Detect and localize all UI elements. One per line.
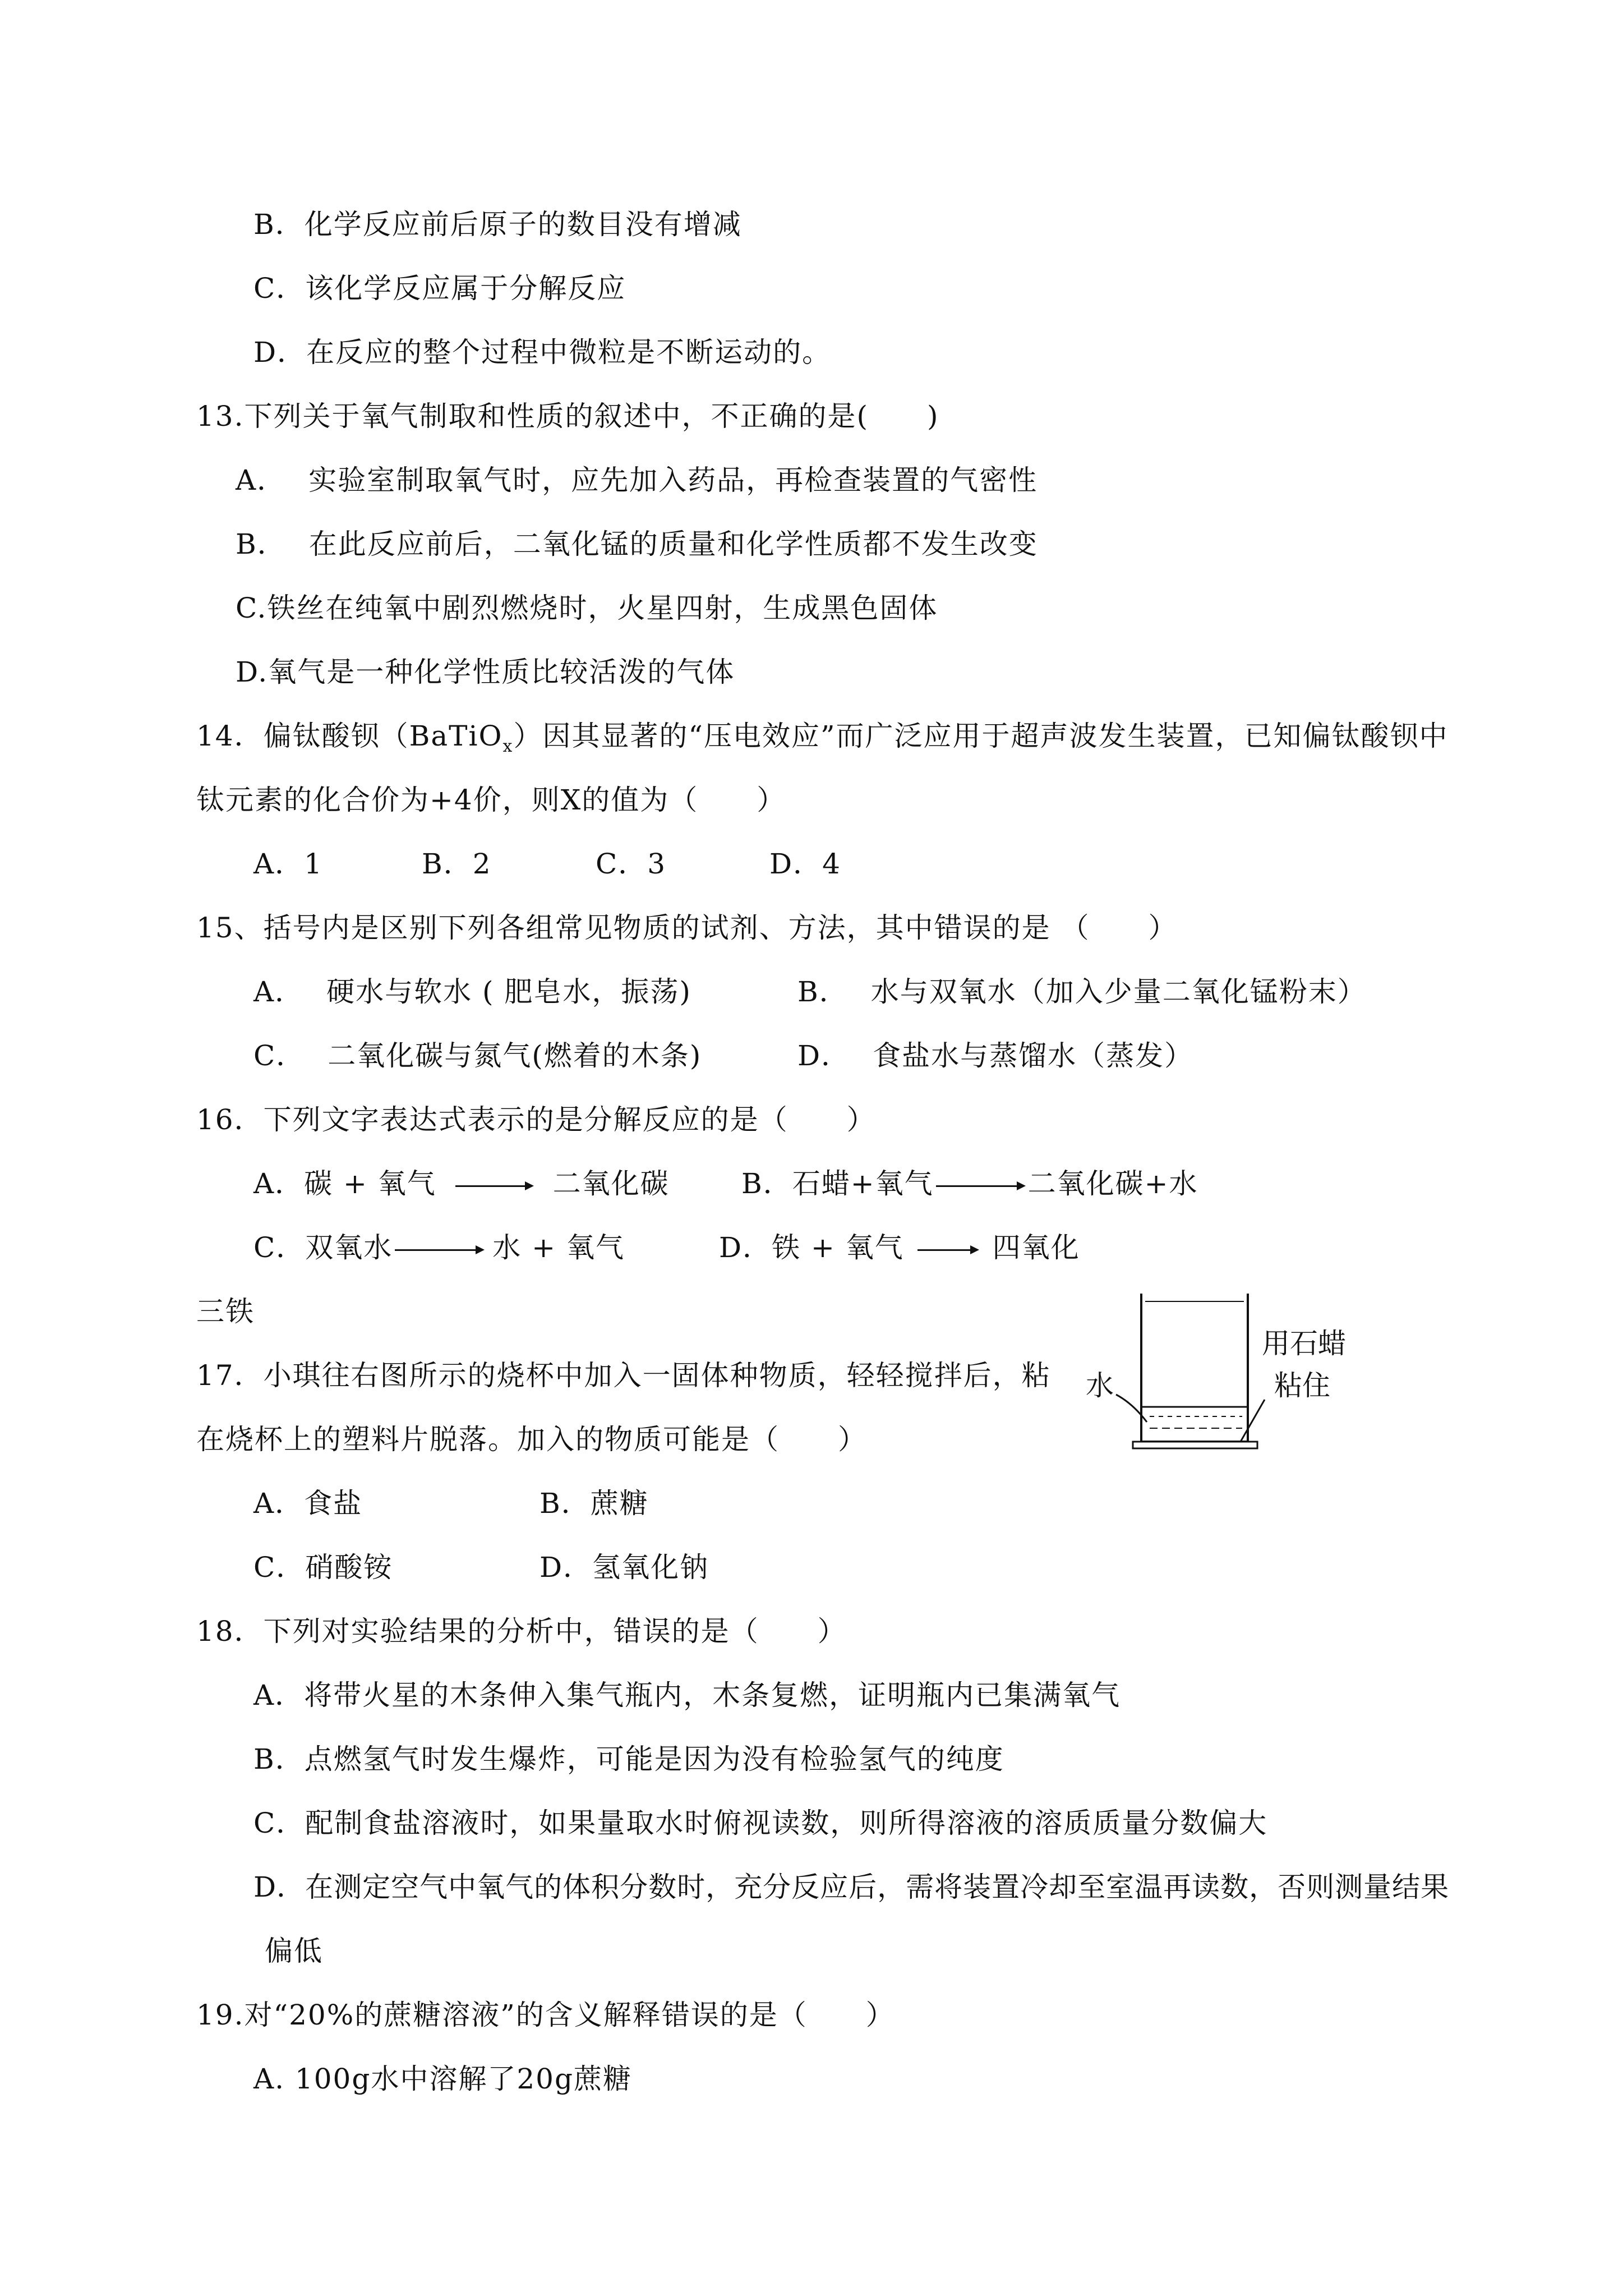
q15-option-a-label: A． [253, 976, 305, 1008]
q14-option-c: C．3 [596, 848, 667, 880]
q17-option-b: B．蔗糖 [540, 1487, 649, 1520]
q12-option-c: C．该化学反应属于分解反应 [253, 272, 626, 305]
q13-option-a-label: A． [236, 464, 287, 496]
q17-stem-line2: 在烧杯上的塑料片脱落。加入的物质可能是（ ） [196, 1423, 867, 1456]
q16-option-a-reactants: A．碳 + 氧气 [253, 1167, 436, 1200]
q14-stem [196, 719, 1449, 763]
reaction-arrow-icon [917, 1244, 979, 1255]
q13-stem: 13.下列关于氧气制取和性质的叙述中，不正确的是( ) [196, 400, 939, 432]
q16-option-b-products: 二氧化碳+水 [1027, 1167, 1198, 1200]
q15-option-d-label: D． [797, 1039, 851, 1072]
q16-wrap-text: 三铁 [196, 1295, 255, 1328]
q14-stem-line2: 钛元素的化合价为+4价，则X的值为（ ） [196, 784, 786, 816]
q15-option-b-text: 水与双氧水（加入少量二氧化锰粉末） [870, 976, 1367, 1008]
q14-option-d: D．4 [769, 848, 841, 880]
q18-stem: 18．下列对实验结果的分析中，错误的是（ ） [196, 1615, 847, 1648]
q13-option-c: C.铁丝在纯氧中剧烈燃烧时，火星四射，生成黑色固体 [236, 592, 938, 624]
q15-option-c-text: 二氧化碳与氮气(燃着的木条) [328, 1039, 702, 1072]
q16-option-a [253, 1167, 670, 1200]
q15-option-a [253, 975, 691, 1009]
q17-option-c: C．硝酸铵 [253, 1551, 393, 1584]
q14-stem-part1: 14．偏钛酸钡（BaTiO [196, 720, 503, 752]
q12-option-b: B．化学反应前后原子的数目没有增减 [253, 208, 742, 241]
q15-option-d-text: 食盐水与蒸馏水（蒸发） [873, 1039, 1194, 1072]
q16-option-c-reactants: C．双氧水 [253, 1231, 393, 1264]
q15-option-b-label: B． [797, 976, 849, 1008]
q15-option-b [797, 975, 1367, 1009]
q15-option-c [253, 1039, 702, 1073]
q14-option-a: A．1 [253, 848, 323, 880]
q16-option-d-products: 四氧化 [992, 1231, 1080, 1264]
q19-option-a: A. 100g水中溶解了20g蔗糖 [253, 2063, 632, 2095]
q17-beaker-figure [1077, 1285, 1469, 1470]
beaker-wax-label-line2: 粘住 [1274, 1369, 1330, 1402]
q14-subscript: x [502, 737, 514, 756]
q13-option-a-text: 实验室制取氧气时，应先加入药品，再检查装置的气密性 [308, 464, 1038, 496]
q16-stem: 16．下列文字表达式表示的是分解反应的是（ ） [196, 1103, 876, 1136]
q16-option-c [253, 1231, 625, 1264]
q13-option-b-text: 在此反应前后，二氧化锰的质量和化学性质都不发生改变 [308, 528, 1038, 560]
q18-option-d: D．在测定空气中氧气的体积分数时，充分反应后，需将装置冷却至室温再读数，否则测量结果 [253, 1871, 1450, 1903]
reaction-arrow-icon [395, 1244, 485, 1255]
q14-stem-part2: ）因其显著的“压电效应”而广泛应用于超声波发生装置，已知偏钛酸钡中 [513, 720, 1449, 752]
q14-option-b: B．2 [422, 848, 492, 880]
q18-option-a: A．将带火星的木条伸入集气瓶内，木条复燃，证明瓶内已集满氧气 [253, 1679, 1121, 1711]
q16-option-c-products: 水 + 氧气 [492, 1231, 625, 1264]
q18-option-c: C．配制食盐溶液时，如果量取水时俯视读数，则所得溶液的溶质质量分数偏大 [253, 1807, 1268, 1839]
q15-option-d [797, 1039, 1193, 1073]
q16-option-a-products: 二氧化碳 [552, 1167, 670, 1200]
q13-option-b [236, 527, 1038, 561]
beaker-wax-label-line1: 用石蜡 [1262, 1327, 1346, 1360]
q17-stem-line1: 17．小琪往右图所示的烧杯中加入一固体种物质，轻轻搅拌后，粘 [196, 1359, 1051, 1392]
q17-option-a: A．食盐 [253, 1487, 363, 1520]
q16-option-d-reactants: D．铁 + 氧气 [719, 1231, 904, 1264]
q18-option-b: B．点燃氢气时发生爆炸，可能是因为没有检验氢气的纯度 [253, 1743, 1004, 1775]
q13-option-d: D.氧气是一种化学性质比较活泼的气体 [236, 656, 735, 688]
q17-option-d: D．氢氧化钠 [540, 1551, 709, 1584]
q13-option-b-label: B． [236, 528, 287, 560]
q19-stem: 19.对“20%的蔗糖溶液”的含义解释错误的是（ ） [196, 1999, 895, 2031]
q15-stem: 15、括号内是区别下列各组常见物质的试剂、方法，其中错误的是 （ ） [196, 912, 1178, 944]
q16-option-d [719, 1231, 1080, 1264]
beaker-water-label: 水 [1086, 1369, 1114, 1402]
q15-option-c-label: C． [253, 1039, 306, 1072]
q13-option-a [236, 463, 1038, 497]
q18-option-d-continued: 偏低 [265, 1935, 323, 1967]
beaker-diagram [1077, 1285, 1469, 1470]
reaction-arrow-icon [936, 1180, 1026, 1191]
q16-option-b [741, 1167, 1198, 1200]
reaction-arrow-icon [455, 1180, 534, 1191]
q12-option-d: D．在反应的整个过程中微粒是不断运动的。 [253, 336, 832, 369]
q15-option-a-text: 硬水与软水 ( 肥皂水，振荡) [326, 976, 691, 1008]
q16-option-b-reactants: B．石蜡+氧气 [741, 1167, 934, 1200]
